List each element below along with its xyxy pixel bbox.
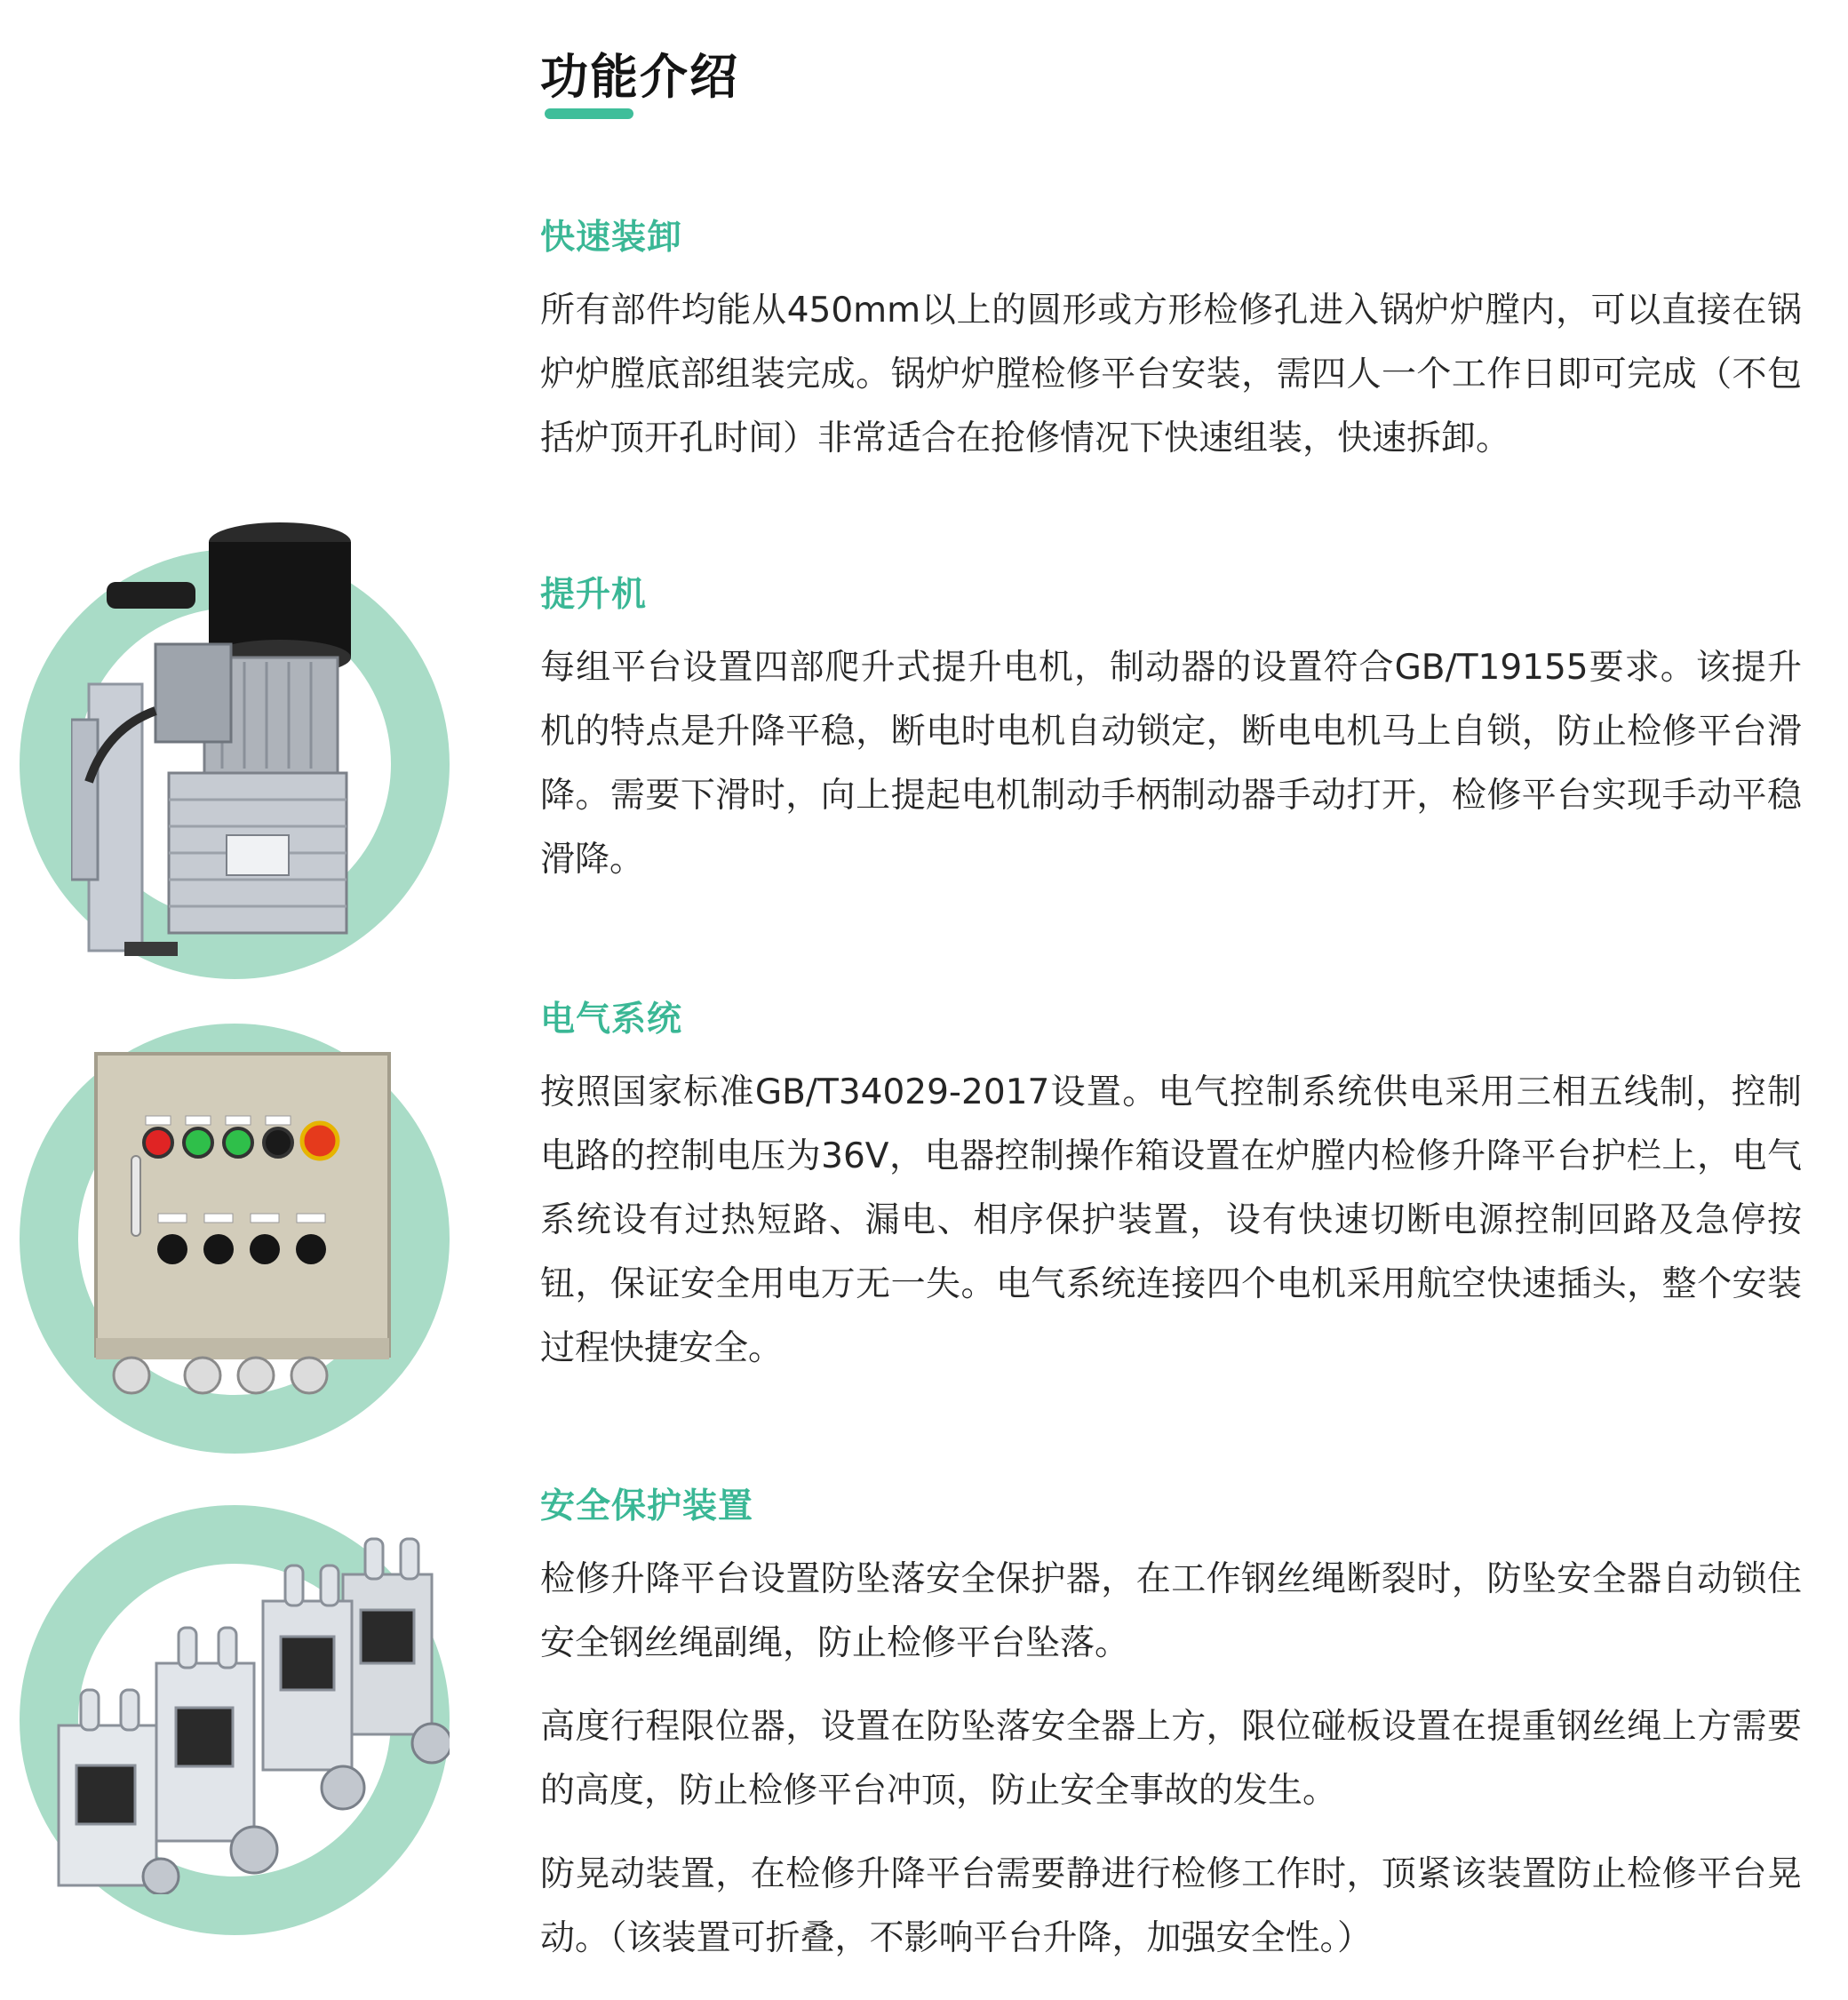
- section-hoist: [540, 567, 1802, 892]
- section-paragraph: 高度行程限位器，设置在防坠落安全器上方，限位碰板设置在提重钢丝绳上方需要的高度，防止检修平台冲顶，防止安全事故的发生。: [540, 1707, 1802, 1811]
- section-paragraph: 防晃动装置，在检修升降平台需要静进行检修工作时，顶紧该装置防止检修平台晃动。（该装置可折叠，不影响平台升降，加强安全性。）: [540, 1854, 1802, 1958]
- section-heading: 提升机: [540, 575, 648, 615]
- section-heading: 电气系统: [540, 1000, 683, 1040]
- electrical-control-box-image: [87, 1045, 396, 1418]
- section-paragraph: 所有部件均能从450mm以上的圆形或方形检修孔进入锅炉炉膛内，可以直接在锅炉炉膛底部组装完成。锅炉炉膛检修平台安装，需四人一个工作日即可完成（不包括炉顶开孔时间）非常适合在抢修情况下快速组装，快速拆卸。: [540, 291, 1802, 458]
- section-safety-protection: [540, 1478, 1802, 1971]
- section-paragraph: 按照国家标准GB/T34029-2017设置。电气控制系统供电采用三相五线制，控制电路的控制电压为36V，电器控制操作箱设置在炉膛内检修升降平台护栏上，电气系统设有过热短路、漏电、相序保护装置，设有快速切断电源控制回路及急停按钮，保证安全用电万无一失。电气系统连接四个电机采用航空快速插头，整个安装过程快捷安全。: [540, 1072, 1802, 1368]
- hoist-motor-image: [71, 515, 373, 960]
- safety-lock-devices-image: [50, 1521, 450, 1894]
- section-electrical-system: [540, 992, 1802, 1381]
- title-underline: [545, 108, 633, 119]
- section-paragraph: 检修升降平台设置防坠落安全保护器，在工作钢丝绳断裂时，防坠安全器自动锁住安全钢丝绳副绳，防止检修平台坠落。: [540, 1559, 1802, 1663]
- section-heading: 快速装卸: [540, 218, 683, 258]
- section-quick-assembly: [540, 210, 1802, 471]
- section-heading: 安全保护装置: [540, 1486, 754, 1526]
- page-title: 功能介绍: [540, 49, 739, 105]
- section-paragraph: 每组平台设置四部爬升式提升电机，制动器的设置符合GB/T19155要求。该提升机的特点是升降平稳，断电时电机自动锁定，断电电机马上自锁，防止检修平台滑降。需要下滑时，向上提起电机制动手柄制动器手动打开，检修平台实现手动平稳滑降。: [540, 648, 1802, 880]
